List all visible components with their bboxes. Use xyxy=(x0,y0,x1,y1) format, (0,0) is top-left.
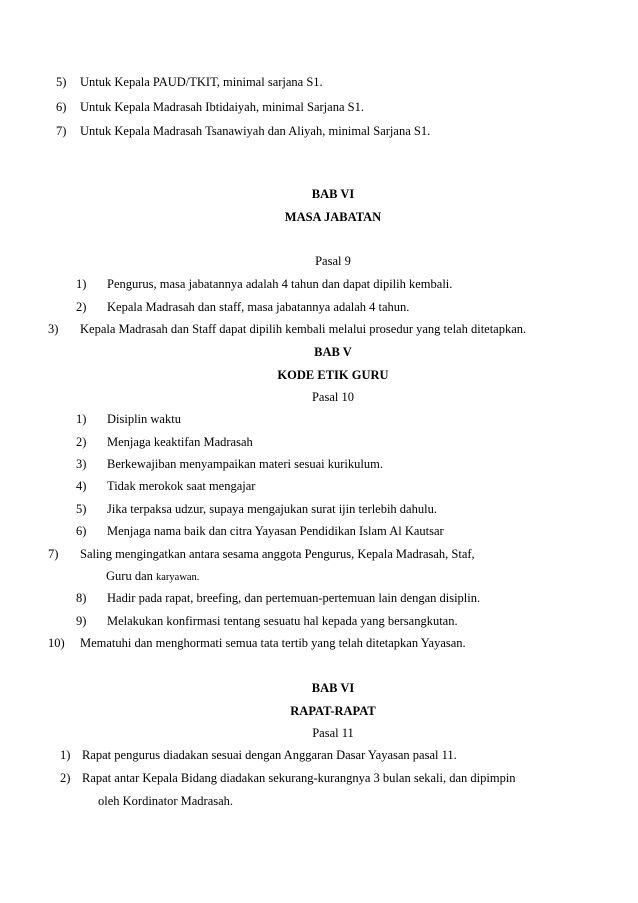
list-item-continuation: oleh Kordinator Madrasah. xyxy=(98,794,234,808)
article-heading: Pasal 9 xyxy=(315,254,351,268)
list-item-continuation xyxy=(106,569,199,585)
list-number: 1) xyxy=(76,412,87,426)
list-number: 1) xyxy=(76,277,87,291)
continuation-text: Guru dan xyxy=(106,569,153,583)
list-item-text: Menjaga nama baik dan citra Yayasan Pendidikan Islam Al Kautsar xyxy=(107,524,444,538)
list-number: 3) xyxy=(76,457,87,471)
list-item-text: Pengurus, masa jabatannya adalah 4 tahun dan dapat dipilih kembali. xyxy=(107,277,453,291)
list-number: 5) xyxy=(76,502,87,516)
list-number: 7) xyxy=(56,124,67,138)
list-item-text: Mematuhi dan menghormati semua tata tertib yang telah ditetapkan Yayasan. xyxy=(80,636,466,650)
list-item-text: Kepala Madrasah dan staff, masa jabatannya adalah 4 tahun. xyxy=(107,300,410,314)
chapter-heading: BAB V xyxy=(314,345,352,359)
article-heading: Pasal 10 xyxy=(311,390,354,404)
list-number: 6) xyxy=(56,100,67,114)
list-item-text: Berkewajiban menyampaikan materi sesuai kurikulum. xyxy=(107,457,383,471)
list-number: 7) xyxy=(48,547,59,561)
list-number: 9) xyxy=(76,614,87,628)
list-number: 4) xyxy=(76,479,87,493)
list-number: 2) xyxy=(76,300,87,314)
continuation-small-text: karyawan. xyxy=(156,572,200,583)
chapter-title: MASA JABATAN xyxy=(284,210,382,224)
list-item-text: Rapat pengurus diadakan sesuai dengan Anggaran Dasar Yayasan pasal 11. xyxy=(82,748,457,762)
chapter-heading: BAB VI xyxy=(311,187,355,201)
list-number: 2) xyxy=(76,435,87,449)
list-item-text: Disiplin waktu xyxy=(107,412,181,426)
list-number: 5) xyxy=(56,75,67,89)
list-item-text: Jika terpaksa udzur, supaya mengajukan surat ijin terlebih dahulu. xyxy=(107,502,437,516)
list-item-text: Untuk Kepala Madrasah Ibtidaiyah, minimal Sarjana S1. xyxy=(80,100,364,114)
list-item-text: Untuk Kepala PAUD/TKIT, minimal sarjana S1. xyxy=(80,75,323,89)
chapter-title: RAPAT-RAPAT xyxy=(290,704,376,718)
list-item-text: Melakukan konfirmasi tentang sesuatu hal kepada yang bersangkutan. xyxy=(107,614,458,628)
list-number: 2) xyxy=(60,771,71,785)
list-number: 6) xyxy=(76,524,87,538)
list-number: 1) xyxy=(60,748,71,762)
list-item-text: Saling mengingatkan antara sesama anggota Pengurus, Kepala Madrasah, Staf, xyxy=(80,547,475,561)
chapter-title: KODE ETIK GURU xyxy=(277,368,389,382)
list-item-text: Hadir pada rapat, breefing, dan pertemuan-pertemuan lain dengan disiplin. xyxy=(107,591,481,605)
article-heading: Pasal 11 xyxy=(312,726,354,740)
list-number: 10) xyxy=(48,636,65,650)
list-number: 8) xyxy=(76,591,87,605)
list-item-text: Untuk Kepala Madrasah Tsanawiyah dan Aliyah, minimal Sarjana S1. xyxy=(80,124,431,138)
chapter-heading: BAB VI xyxy=(311,681,355,695)
list-item-text: Menjaga keaktifan Madrasah xyxy=(107,435,253,449)
list-number: 3) xyxy=(48,322,59,336)
list-item-text: Kepala Madrasah dan Staff dapat dipilih kembali melalui prosedur yang telah ditetapkan. xyxy=(80,322,527,336)
list-item-text: Rapat antar Kepala Bidang diadakan sekurang-kurangnya 3 bulan sekali, dan dipimpin xyxy=(82,771,516,785)
list-item-text: Tidak merokok saat mengajar xyxy=(107,479,256,493)
